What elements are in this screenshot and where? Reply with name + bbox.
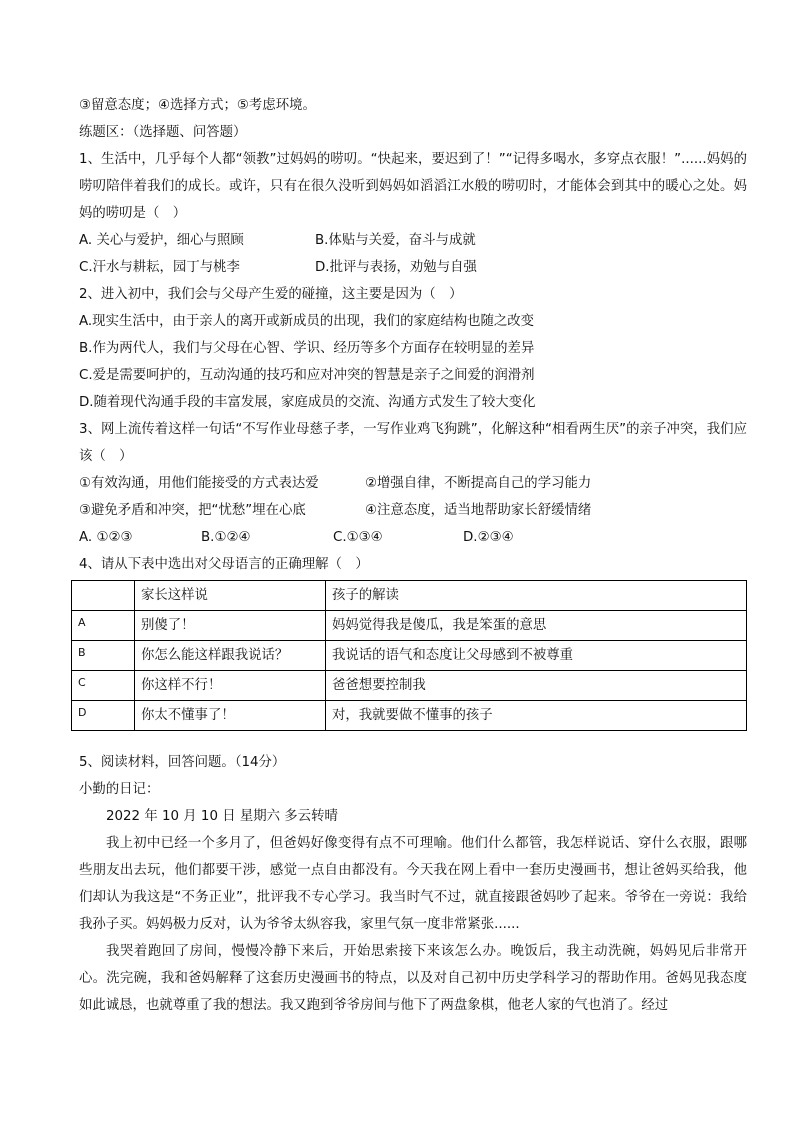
question-3-item-1: ①有效沟通，用他们能接受的方式表达爱 (79, 476, 319, 491)
question-3-items-row-1 (79, 470, 747, 497)
question-1-stem: 1、生活中，几乎每个人都“领教”过妈妈的唠叨。“快起来，要迟到了！”“记得多喝水，多穿点衣服！”......妈妈的唠叨陪伴着我们的成长。或许，只有在很久没听到妈妈如滔滔江水般的唠叨时，才能体会到其中的暖心之处。妈妈的唠叨是（ ） (79, 152, 747, 221)
question-3-option-b: B.①②④ (201, 530, 251, 545)
table-cell-option: A (72, 611, 135, 641)
question-2-stem: 2、进入初中，我们会与父母产生爱的碰撞，这主要是因为（ ） (79, 287, 463, 302)
question-5-stem: 5、阅读材料，回答问题。（14分） (79, 755, 286, 770)
table-cell-option: D (72, 701, 135, 731)
question-3-option-c: C.①③④ (333, 530, 383, 545)
question-2-option-c: C.爱是需要呵护的，互动沟通的技巧和应对冲突的智慧是亲子之间爱的润滑剂 (79, 368, 535, 383)
table-cell-parent-says: 你太不懂事了！ (135, 701, 326, 731)
intro-line: ③留意态度；④选择方式；⑤考虑环境。 (79, 98, 316, 113)
question-1-option-a: A. 关心与爱护，细心与照顾 (79, 233, 244, 248)
table-header-cell: 家长这样说 (135, 581, 326, 611)
question-1-option-b: B.体贴与关爱，奋斗与成就 (315, 233, 476, 248)
question-3-items-row-2 (79, 497, 747, 524)
question-1-option-c: C.汗水与耕耘，园丁与桃李 (79, 260, 240, 275)
diary-date-line: 2022 年 10 月 10 日 星期六 多云转晴 (106, 809, 338, 824)
table-row (72, 671, 747, 701)
question-2-option-a: A.现实生活中，由于亲人的离开或新成员的出现，我们的家庭结构也随之改变 (79, 314, 535, 329)
diary-title: 小勤的日记： (79, 782, 160, 797)
question-3-item-3: ③避免矛盾和冲突，把“忧愁”埋在心底 (79, 503, 306, 518)
table-cell-child-reading: 我说话的语气和态度让父母感到不被尊重 (326, 641, 747, 671)
document-content (79, 92, 747, 1019)
question-2-option-b: B.作为两代人，我们与父母在心智、学识、经历等多个方面存在较明显的差异 (79, 341, 535, 356)
question-4-stem: 4、请从下表中选出对父母语言的正确理解（ ） (79, 557, 369, 572)
table-header-row (72, 581, 747, 611)
question-3-stem: 3、网上流传着这样一句话“不写作业母慈子孝，一写作业鸡飞狗跳”，化解这种“相看两生厌”的亲子冲突，我们应该（ ） (79, 422, 747, 464)
table-cell-child-reading: 爸爸想要控制我 (326, 671, 747, 701)
table-header-cell (72, 581, 135, 611)
question-1-options-row-1 (79, 227, 747, 254)
diary-paragraph-1: 我上初中已经一个多月了，但爸妈好像变得有点不可理喻。他们什么都管，我怎样说话、穿什么衣服，跟哪些朋友出去玩，他们都要干涉，感觉一点自由都没有。今天我在网上看中一套历史漫画书，想让爸妈买给我，他们却认为我这是“不务正业”，批评我不专心学习。我当时气不过，就直接跟爸妈吵了起来。爷爷在一旁说：我给我孙子买。妈妈极力反对，认为爷爷太纵容我，家里气氛一度非常紧张...... (79, 836, 747, 932)
question-1-options-row-2 (79, 254, 747, 281)
table-cell-parent-says: 你怎么能这样跟我说话？ (135, 641, 326, 671)
practice-header: 练题区：（选择题、问答题） (79, 125, 247, 140)
diary-paragraph-2: 我哭着跑回了房间，慢慢冷静下来后，开始思索接下来该怎么办。晚饭后，我主动洗碗，妈妈见后非常开心。洗完碗，我和爸妈解释了这套历史漫画书的特点，以及对自己初中历史学科学习的帮助作用。爸妈见我态度如此诚恳，也就尊重了我的想法。我又跑到爷爷房间与他下了两盘象棋，他老人家的气也消了。经过 (79, 944, 747, 1013)
question-3-item-2: ②增强自律，不断提高自己的学习能力 (365, 476, 592, 491)
table-cell-parent-says: 你这样不行！ (135, 671, 326, 701)
table-row (72, 641, 747, 671)
table-header-cell: 孩子的解读 (326, 581, 747, 611)
table-row (72, 701, 747, 731)
table-cell-option: B (72, 641, 135, 671)
question-1-option-d: D.批评与表扬，劝勉与自强 (315, 260, 477, 275)
table-cell-child-reading: 对，我就要做不懂事的孩子 (326, 701, 747, 731)
question-2-option-d: D.随着现代沟通手段的丰富发展，家庭成员的交流、沟通方式发生了较大变化 (79, 395, 536, 410)
table-cell-parent-says: 别傻了！ (135, 611, 326, 641)
question-3-option-a: A. ①②③ (79, 530, 133, 545)
question-3-options (79, 524, 747, 551)
table-cell-child-reading: 妈妈觉得我是傻瓜，我是笨蛋的意思 (326, 611, 747, 641)
question-3-item-4: ④注意态度，适当地帮助家长舒缓情绪 (365, 503, 592, 518)
parent-language-table (71, 580, 747, 731)
table-cell-option: C (72, 671, 135, 701)
question-3-option-d: D.②③④ (463, 530, 514, 545)
table-row (72, 611, 747, 641)
